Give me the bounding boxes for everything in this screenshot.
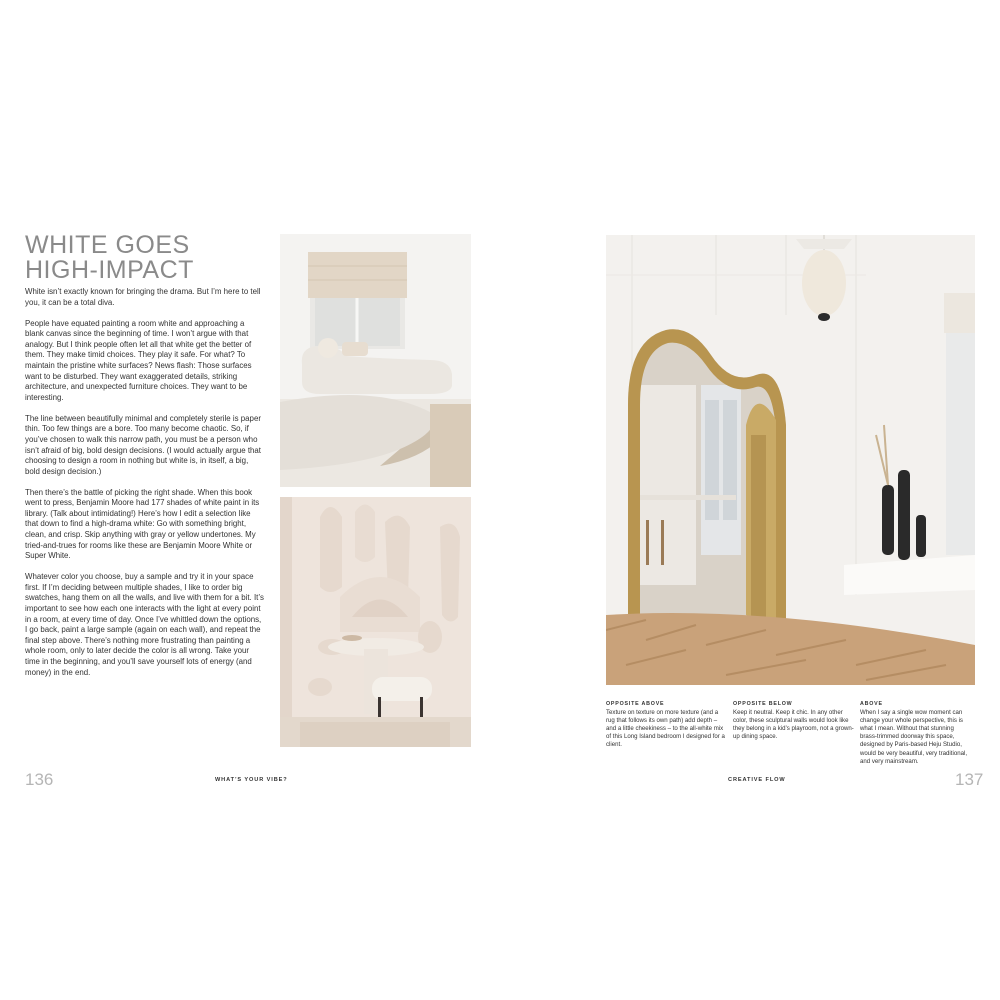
body-paragraph: Whatever color you choose, buy a sample and try it in your space first. If I’m deciding between multiple shades, I like to order big swatches, hang them on all the walls, and live with them for a bit. It’s important to see how each one interacts with the light at every point in a room, at every time of day. Once I’ve whittled down the options, I go back, paint a large sample (again on each wall), and repeat the final step above. There’s nothing more frustrating than painting a whole room, only to later decide the color is all wrong. Take your time in the beginning, and you’ll save yourself lots of energy (and money) in the end. (25, 572, 264, 677)
bedroom-photo (280, 234, 471, 487)
body-paragraph: Then there’s the battle of picking the right shade. When this book went to press, Benjamin Moore had 177 shades of white paint in its library. (Talk about intimidating!) Here’s how I edit a selection like that down to find a high-drama white: Go with something bright, clean, and crisp. Skip anything with gray or yellow undertones. My tried-and-trues for rooms like these are Benjamin Moore White or Super White. (25, 487, 260, 561)
dining-photo (280, 497, 471, 747)
caption-text: Keep it neutral. Keep it chic. In any other color, these sculptural walls would look like they belong in a kid’s playroom, not a grown-up dining space. (733, 709, 854, 741)
page-title (25, 233, 265, 283)
caption-heading: OPPOSITE ABOVE (606, 701, 665, 707)
running-head-right: CREATIVE FLOW (728, 777, 786, 783)
caption-above (860, 700, 972, 766)
body-paragraph: White isn’t exactly known for bringing the drama. But I’m here to tell you, it can be a total diva. (25, 287, 261, 307)
doorway-photo (606, 235, 975, 685)
caption-text: Texture on texture on more texture (and a rug that follows its own path) add depth – and a little cheekiness – to the all-white mix of this Long Island bedroom I designed for a client. (606, 709, 725, 749)
caption-opposite-below (733, 700, 855, 741)
page-number-right: 137 (955, 770, 984, 789)
body-paragraph: The line between beautifully minimal and completely sterile is paper thin. Too few things are a bore. Too many become chaotic. So, if you’ve chosen to walk this narrow path, you must be a person who isn’t afraid of big, bold design decisions. (I would actually argue that choosing to design a room in nothing but white is, in itself, a big, bold design decision.) (25, 413, 261, 476)
title-line-2: HIGH-IMPACT (25, 256, 194, 284)
page-number-left: 136 (25, 770, 54, 789)
caption-heading: OPPOSITE BELOW (733, 701, 793, 707)
caption-heading: ABOVE (860, 701, 883, 707)
running-head-left: WHAT’S YOUR VIBE? (215, 777, 288, 783)
title-line-1: WHITE GOES (25, 231, 190, 259)
body-paragraph: People have equated painting a room white and approaching a blank canvas since the beginning of time. I won’t argue with that analogy. But I think people often let all that white get the better of them. They make timid choices. They play it safe. For what? To maintain the pristine white surfaces? News flash: Those surfaces want to be disturbed. They want exaggerated details, striking architecture, and unexpected furniture choices. They want to be interesting. (25, 318, 252, 402)
caption-opposite-above (606, 700, 728, 750)
caption-text: When I say a single wow moment can change your whole perspective, this is what I mean. Without that stunning brass-trimmed doorway this space, designed by Paris-based Heju Studio, would be very beautiful, very traditional, and very mainstream. (860, 709, 968, 765)
body-text (25, 287, 265, 689)
